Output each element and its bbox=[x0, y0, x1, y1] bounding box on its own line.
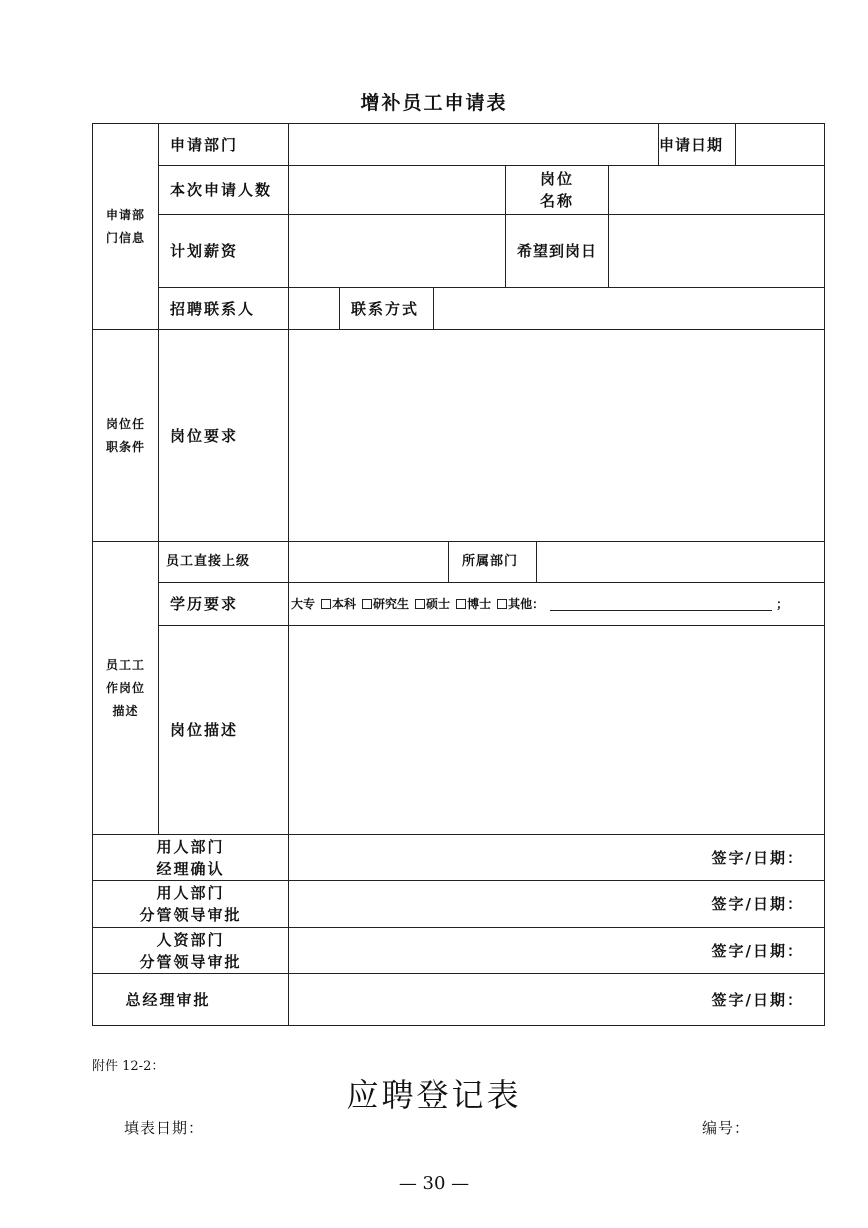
education-option-first: 大专 bbox=[291, 597, 316, 611]
checkbox-icon bbox=[415, 599, 425, 609]
headcount-label: 本次申请人数 bbox=[170, 181, 273, 199]
contact-info-label: 联系方式 bbox=[351, 299, 420, 318]
checkbox-icon bbox=[497, 599, 507, 609]
approval-label-3: 人资部门 分管领导审批 bbox=[139, 930, 242, 971]
education-tail: ； bbox=[776, 597, 789, 611]
education-option[interactable]: 本科 bbox=[321, 593, 356, 615]
job-desc-field[interactable] bbox=[289, 626, 824, 834]
registration-title: 应聘登记表 bbox=[346, 1076, 522, 1114]
attachment-label: 附件 12-2： bbox=[92, 1059, 165, 1074]
education-option[interactable]: 研究生 bbox=[362, 593, 409, 615]
approval-sign-4[interactable]: 签字/日期： bbox=[711, 990, 804, 1009]
education-option[interactable]: 硕士 bbox=[415, 593, 450, 615]
job-desc-label: 岗位描述 bbox=[170, 721, 239, 739]
checkbox-icon bbox=[321, 599, 331, 609]
expected-start-label: 希望到岗日 bbox=[516, 242, 597, 260]
fill-date-label: 填表日期： bbox=[124, 1119, 205, 1137]
direct-supervisor-field[interactable] bbox=[289, 542, 448, 582]
checkbox-icon bbox=[456, 599, 466, 609]
planned-salary-label: 计划薪资 bbox=[170, 242, 239, 260]
direct-supervisor-label: 员工直接上级 bbox=[166, 554, 251, 569]
education-label: 学历要求 bbox=[170, 595, 239, 613]
table-border-right bbox=[824, 123, 825, 1026]
checkbox-icon bbox=[362, 599, 372, 609]
position-name-label: 岗位 名称 bbox=[539, 170, 574, 210]
table-border-bottom bbox=[92, 1025, 825, 1026]
education-options bbox=[291, 583, 821, 625]
department-field[interactable] bbox=[537, 542, 824, 582]
job-requirements-field[interactable] bbox=[289, 330, 824, 541]
approval-label-4: 总经理审批 bbox=[125, 990, 211, 1009]
other-input-line[interactable] bbox=[550, 598, 772, 611]
col-line bbox=[339, 287, 340, 329]
apply-dept-label: 申请部门 bbox=[170, 135, 239, 154]
apply-date-field[interactable] bbox=[736, 124, 824, 165]
education-option[interactable]: 博士 bbox=[456, 593, 491, 615]
department-label: 所属部门 bbox=[462, 554, 519, 569]
job-requirements-label: 岗位要求 bbox=[170, 426, 239, 445]
apply-dept-field[interactable] bbox=[289, 124, 658, 165]
approval-sign-3[interactable]: 签字/日期： bbox=[711, 941, 804, 960]
col-line bbox=[448, 541, 449, 582]
headcount-field[interactable] bbox=[289, 166, 505, 214]
section-job-conditions: 岗位任 职条件 bbox=[105, 416, 145, 454]
approval-sign-1[interactable]: 签字/日期： bbox=[711, 848, 804, 867]
section-dept-info: 申请部 门信息 bbox=[105, 207, 145, 245]
position-name-field[interactable] bbox=[609, 166, 824, 214]
approval-label-1: 用人部门 经理确认 bbox=[156, 837, 225, 878]
col-line bbox=[158, 123, 159, 834]
approval-label-2: 用人部门 分管领导审批 bbox=[139, 884, 242, 924]
education-option[interactable]: 其他： bbox=[497, 593, 544, 615]
contact-person-field[interactable] bbox=[289, 288, 339, 329]
section-job-description: 员工工 作岗位 描述 bbox=[105, 657, 145, 718]
apply-date-label: 申请日期 bbox=[659, 135, 724, 154]
form-title: 增补员工申请表 bbox=[360, 92, 508, 114]
expected-start-field[interactable] bbox=[609, 215, 824, 287]
planned-salary-field[interactable] bbox=[289, 215, 505, 287]
contact-info-field[interactable] bbox=[434, 288, 824, 329]
approval-sign-2[interactable]: 签字/日期： bbox=[711, 895, 804, 913]
page-number: — 30 — bbox=[398, 1173, 470, 1194]
contact-person-label: 招聘联系人 bbox=[170, 299, 256, 318]
number-label: 编号： bbox=[702, 1119, 751, 1137]
